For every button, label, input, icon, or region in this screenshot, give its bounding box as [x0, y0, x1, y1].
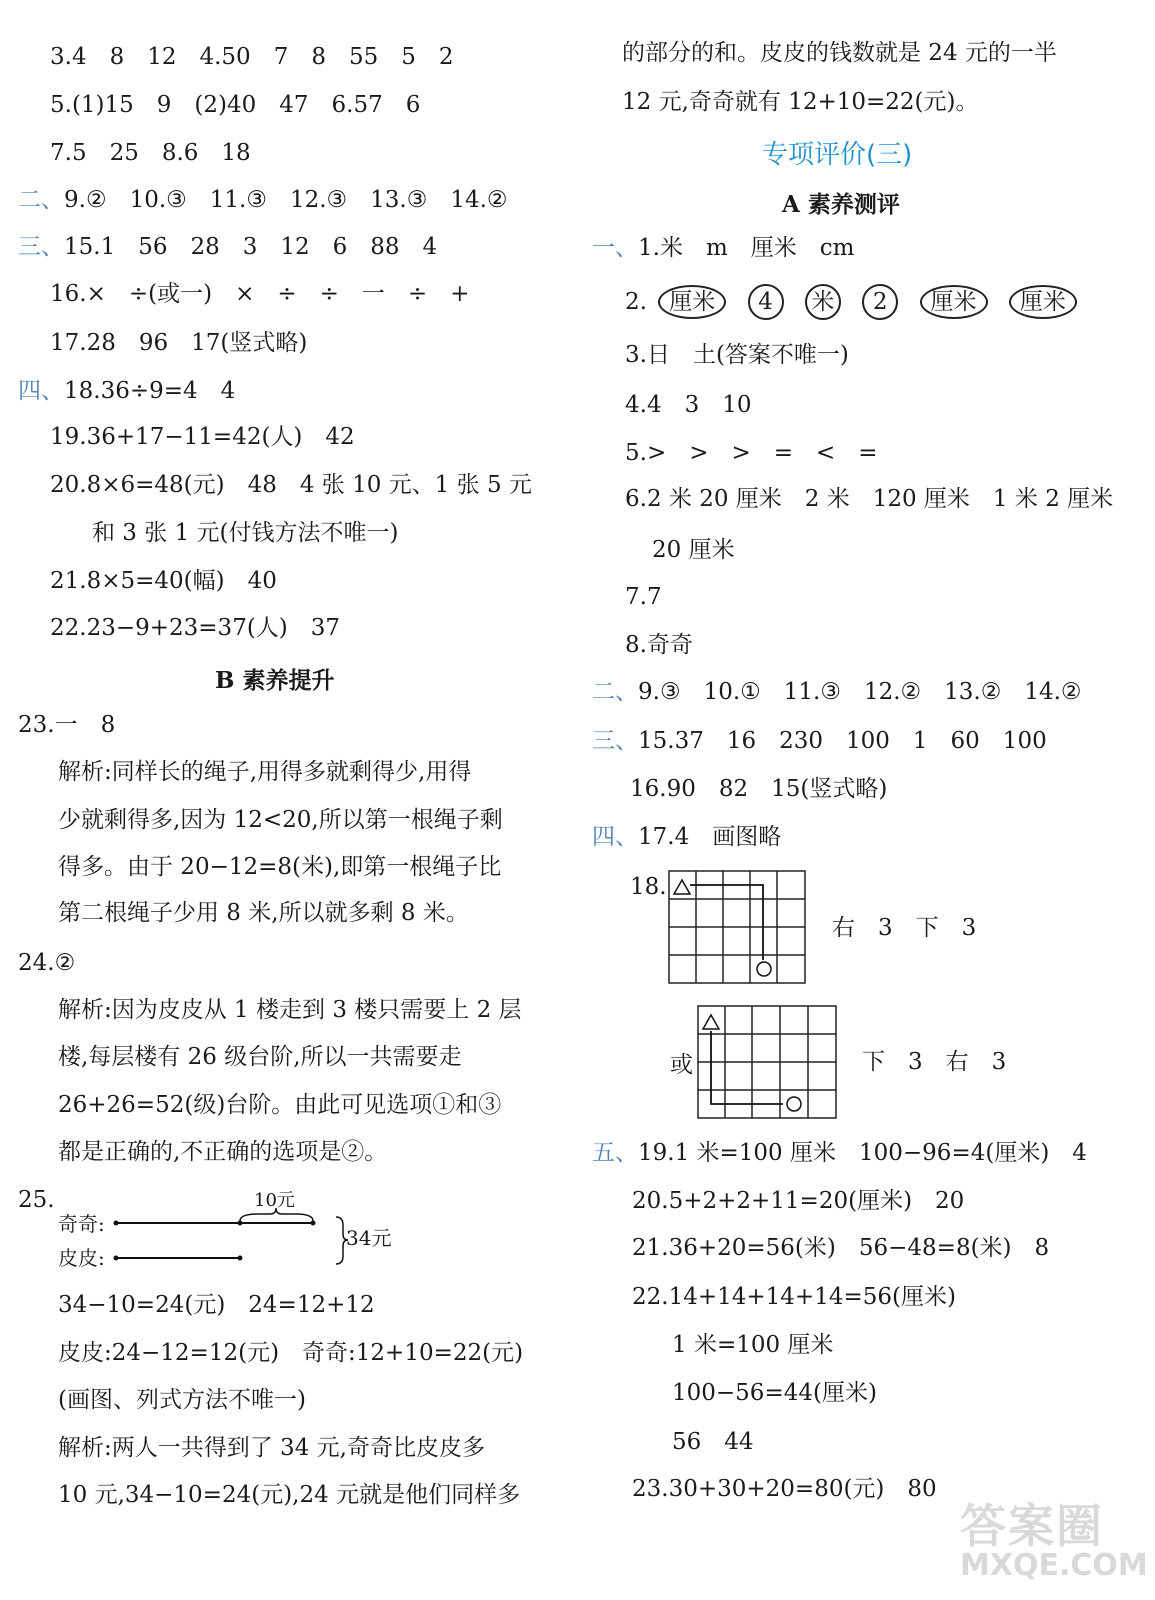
answer-line: 和 3 张 1 元(付钱方法不唯一) [92, 520, 399, 546]
analysis-line: 26+26=52(级)台阶。由此可见选项①和③ [58, 1092, 502, 1118]
analysis-line: 楼,每层楼有 26 级台阶,所以一共需要走 [58, 1044, 462, 1070]
answer-line: 7.5 25 8.6 18 [50, 140, 251, 166]
section-mark: 四、 [592, 824, 638, 850]
answer-line: 7.7 [625, 584, 662, 610]
answer-line: 19.36+17−11=42(人) 42 [50, 424, 355, 450]
answer-line [592, 726, 1047, 756]
answer-line-circled [625, 284, 1091, 320]
answer-line: 3.日 土(答案不唯一) [625, 342, 849, 368]
answer-line: 20.8×6=48(元) 48 4 张 10 元、1 张 5 元 [50, 472, 532, 498]
answer-line: 24.② [18, 950, 76, 976]
label-qiqi: 奇奇: [58, 1212, 105, 1236]
circled-answer: 4 [748, 284, 784, 320]
answer-line: 5.(1)15 9 (2)40 47 6.57 6 [50, 92, 421, 118]
answer-line [592, 1138, 1087, 1168]
answer-text: 9.③ 10.① 11.③ 12.② 13.② 14.② [638, 679, 1082, 705]
triangle-marker [703, 1015, 719, 1029]
answer-line [18, 232, 437, 262]
section-heading: A 素养测评 [782, 191, 900, 218]
analysis-line: 的部分的和。皮皮的钱数就是 24 元的一半 [622, 40, 1057, 66]
analysis-line: 10 元,34−10=24(元),24 元就是他们同样多 [58, 1482, 521, 1508]
analysis-line: 得多。由于 20−12=8(米),即第一根绳子比 [58, 854, 502, 880]
circle-marker [787, 1097, 801, 1111]
segment-lines [58, 1190, 418, 1275]
segment-diagram [58, 1190, 418, 1275]
answer-line [592, 822, 781, 852]
circled-answer: 米 [805, 284, 841, 320]
answer-text: 17.4 画图略 [638, 824, 782, 850]
answer-line: 3.4 8 12 4.50 7 8 55 5 2 [50, 44, 454, 70]
analysis-line: 12 元,奇奇就有 12+10=22(元)。 [622, 89, 979, 115]
answer-line: 16.× ÷(或一) × ÷ ÷ 一 ÷ + [50, 281, 470, 307]
label-34yuan: 34元 [346, 1226, 392, 1250]
answer-line: 20.5+2+2+11=20(厘米) 20 [632, 1188, 965, 1214]
section-mark: 五、 [592, 1140, 638, 1166]
answer-line: 23.30+30+20=80(元) 80 [632, 1476, 937, 1502]
path-arrow [690, 885, 763, 960]
section-mark: 二、 [18, 187, 64, 213]
label-10yuan: 10元 [254, 1190, 295, 1211]
answer-line: 25. [18, 1187, 55, 1213]
answer-line [18, 376, 235, 406]
circle-marker [757, 962, 771, 976]
answer-line: 56 44 [672, 1429, 754, 1455]
path-arrow [711, 1031, 783, 1104]
analysis-line: 解析:因为皮皮从 1 楼走到 3 楼只需要上 2 层 [58, 997, 522, 1023]
grid-answer: 右 3 下 3 [832, 915, 977, 941]
watermark-url: MXQE.COM [960, 1548, 1148, 1583]
answer-line: 6.2 米 20 厘米 2 米 120 厘米 1 米 2 厘米 [625, 486, 1114, 512]
answer-line: 16.90 82 15(竖式略) [630, 776, 888, 802]
answer-text: 1.米 m 厘米 cm [638, 235, 855, 261]
answer-line: 100−56=44(厘米) [672, 1380, 877, 1406]
analysis-line: 少就剩得多,因为 12<20,所以第一根绳子剩 [58, 807, 503, 833]
circled-answer: 厘米 [1009, 285, 1077, 319]
answer-text: 15.1 56 28 3 12 6 88 4 [64, 234, 438, 260]
section-mark: 三、 [592, 728, 638, 754]
path-grid-2 [697, 1005, 839, 1121]
label-pipi: 皮皮: [58, 1246, 105, 1270]
answer-line: 21.8×5=40(幅) 40 [50, 568, 277, 594]
section-title: 专项评价(三) [762, 140, 913, 170]
answer-text: 9.② 10.③ 11.③ 12.③ 13.③ 14.② [64, 187, 508, 213]
section-mark: 四、 [18, 378, 64, 404]
answer-number: 2. [625, 289, 647, 315]
answer-line: 皮皮:24−12=12(元) 奇奇:12+10=22(元) [58, 1340, 524, 1366]
answer-line: 5.> > > = < = [625, 440, 878, 466]
answer-text: 19.1 米=100 厘米 100−96=4(厘米) 4 [638, 1140, 1087, 1166]
section-mark: 三、 [18, 234, 64, 260]
answer-line: 22.23−9+23=37(人) 37 [50, 615, 341, 641]
answer-line: 1 米=100 厘米 [672, 1332, 834, 1358]
path-grid-1 [668, 870, 808, 986]
answer-line [18, 185, 508, 215]
circled-answer: 厘米 [658, 285, 726, 319]
analysis-line: 都是正确的,不正确的选项是②。 [58, 1139, 388, 1165]
answer-line: 20 厘米 [652, 537, 735, 563]
circled-answer: 厘米 [920, 285, 988, 319]
section-heading: B 素养提升 [215, 667, 335, 694]
answer-line [592, 677, 1082, 707]
analysis-line: 第二根绳子少用 8 米,所以就多剩 8 米。 [58, 900, 469, 926]
answer-text: 18.36÷9=4 4 [64, 378, 236, 404]
answer-line: 22.14+14+14+14=56(厘米) [632, 1284, 956, 1310]
answer-text: 15.37 16 230 100 1 60 100 [638, 728, 1047, 754]
or-label: 或 [670, 1052, 693, 1078]
triangle-marker [674, 880, 690, 894]
watermark-logo: 答案圈 [960, 1499, 1104, 1553]
answer-line: 17.28 96 17(竖式略) [50, 330, 308, 356]
answer-line: 34−10=24(元) 24=12+12 [58, 1292, 375, 1318]
section-mark: 二、 [592, 679, 638, 705]
answer-line: (画图、列式方法不唯一) [58, 1387, 306, 1413]
analysis-line: 解析:两人一共得到了 34 元,奇奇比皮皮多 [58, 1435, 485, 1461]
answer-line: 21.36+20=56(米) 56−48=8(米) 8 [632, 1235, 1050, 1261]
answer-line [592, 233, 854, 263]
answer-line: 8.奇奇 [625, 632, 693, 658]
circled-answer: 2 [862, 284, 898, 320]
section-mark: 一、 [592, 235, 638, 261]
answer-line: 23.一 8 [18, 712, 116, 738]
grid-answer: 下 3 右 3 [862, 1049, 1007, 1075]
answer-line: 4.4 3 10 [625, 392, 752, 418]
answer-line: 18. [630, 874, 667, 900]
analysis-line: 解析:同样长的绳子,用得多就剩得少,用得 [58, 759, 472, 785]
